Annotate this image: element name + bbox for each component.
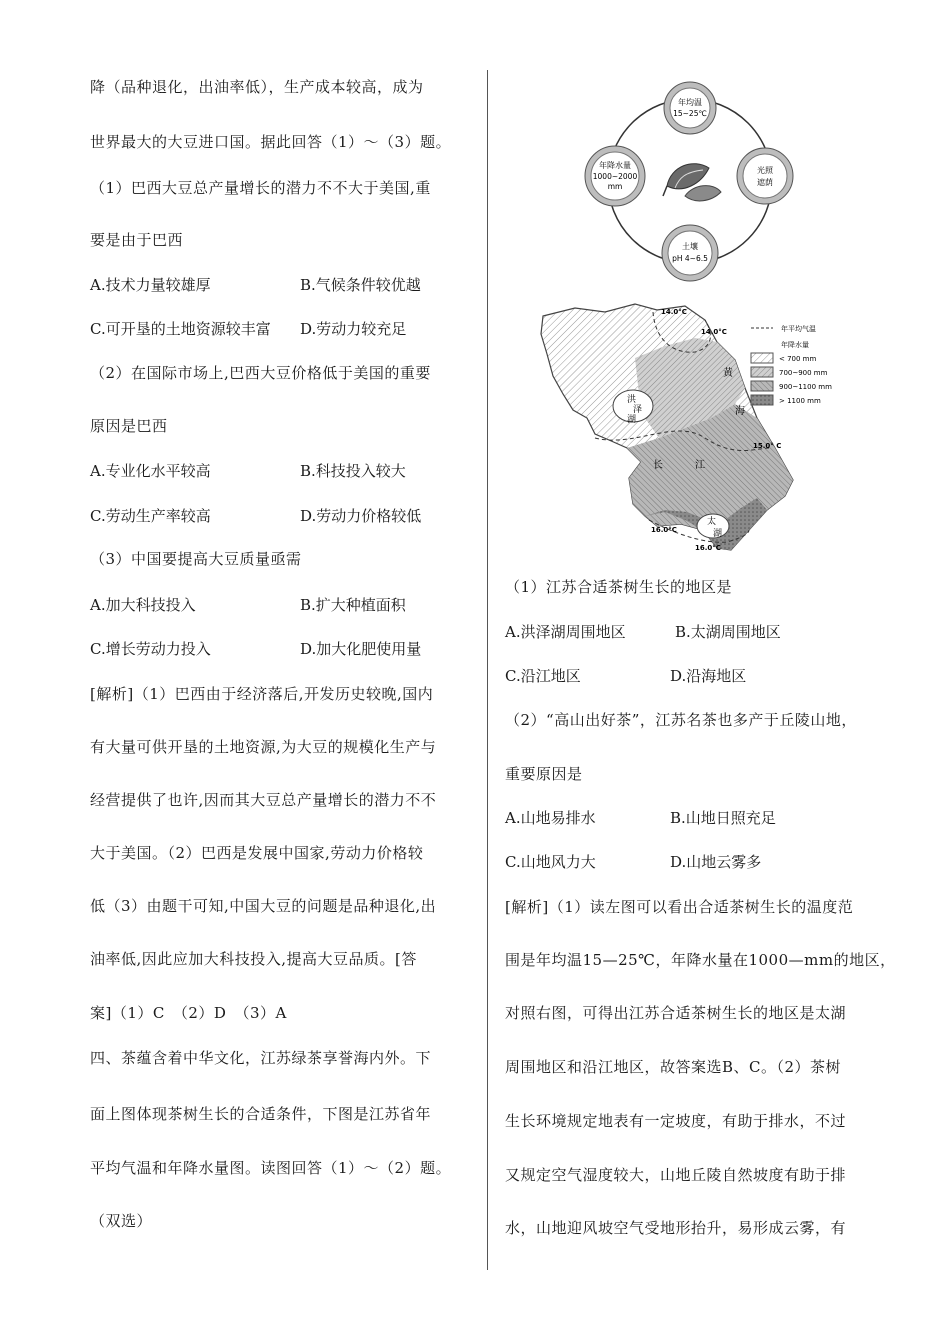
analysis-line-2: 有大量可供开垦的土地资源,为大豆的规模化生产与 <box>90 738 437 756</box>
tea-conditions-diagram <box>575 78 815 290</box>
q1-stem-line-2: 要是由于巴西 <box>90 231 184 249</box>
taihu-char-2: 湖 <box>713 529 723 539</box>
legend-item-1: < 700 mm <box>779 355 817 363</box>
temperature-value: 15~25℃ <box>673 109 707 118</box>
intro-line-1: 降（品种退化，出油率低），生产成本较高，成为 <box>90 78 424 96</box>
r-q2-stem-line-2: 重要原因是 <box>505 765 583 783</box>
q3-option-b: B.扩大种植面积 <box>300 596 406 614</box>
temp-label-16-west: 16.0°C <box>651 526 677 534</box>
r-q1-option-c: C.沿江地区 <box>505 667 581 685</box>
precipitation-label: 年降水量 <box>599 161 631 170</box>
analysis-line-3: 经营提供了也许,因而其大豆总产量增长的潜力不不 <box>90 791 437 809</box>
hongze-char-3: 湖 <box>627 415 637 425</box>
r-q2-option-d: D.山地云雾多 <box>670 853 762 871</box>
legend-item-2: 700~900 mm <box>779 369 828 377</box>
yangtze-char-1: 长 <box>653 460 663 471</box>
light-node <box>737 148 793 204</box>
yellow-sea-char-2: 海 <box>735 406 745 417</box>
q3-option-c: C.增长劳动力投入 <box>90 640 211 658</box>
q1-option-a: A.技术力量较雄厚 <box>90 276 211 294</box>
temp-label-16-south: 16.0°C <box>695 544 721 552</box>
precipitation-node <box>585 146 645 206</box>
soil-node <box>662 225 718 281</box>
temp-label-14-east: 14.0°C <box>701 328 727 336</box>
section4-line-2: 面上图体现茶树生长的合适条件，下图是江苏省年 <box>90 1105 432 1123</box>
yangtze-char-2: 江 <box>695 460 705 471</box>
map-legend <box>751 324 832 405</box>
intro-line-2: 世界最大的大豆进口国。据此回答（1）～（3）题。 <box>90 133 452 151</box>
soil-ph-value: pH 4~6.5 <box>672 254 708 263</box>
r-analysis-line-7: 水，山地迎风坡空气受地形抬升，易形成云雾，有 <box>505 1219 847 1237</box>
yellow-sea-char-1: 黄 <box>723 368 733 379</box>
q2-option-b: B.科技投入较大 <box>300 462 406 480</box>
r-analysis-line-6: 又规定空气湿度较大，山地丘陵自然坡度有助于排 <box>505 1166 847 1184</box>
r-q2-stem-line-1: （2）“高山出好茶”，江苏名茶也多产于丘陵山地， <box>505 711 857 729</box>
q2-option-a: A.专业化水平较高 <box>90 462 211 480</box>
r-q2-option-b: B.山地日照充足 <box>670 809 776 827</box>
r-q1-stem: （1）江苏合适茶树生长的地区是 <box>505 578 733 596</box>
jiangsu-climate-map <box>535 298 855 560</box>
temperature-node <box>664 82 716 134</box>
q1-option-c: C.可开垦的土地资源较丰富 <box>90 320 271 338</box>
q2-option-c: C.劳动生产率较高 <box>90 507 211 525</box>
analysis-line-1: [解析]（1）巴西由于经济落后,开发历史较晚,国内 <box>90 685 434 703</box>
section4-line-3: 平均气温和年降水量图。读图回答（1）～（2）题。 <box>90 1159 452 1177</box>
section4-line-4: （双选） <box>90 1212 153 1230</box>
legend-item-4: > 1100 mm <box>779 397 821 405</box>
q1-option-d: D.劳动力较充足 <box>300 320 407 338</box>
r-analysis-line-1: [解析]（1）读左图可以看出合适茶树生长的温度范 <box>505 898 854 916</box>
q1-option-b: B.气候条件较优越 <box>300 276 421 294</box>
analysis-line-4: 大于美国。（2）巴西是发展中国家,劳动力价格较 <box>90 844 424 862</box>
precipitation-unit: mm <box>607 182 623 191</box>
q2-stem-line-1: （2）在国际市场上,巴西大豆价格低于美国的重要 <box>90 364 431 382</box>
r-q2-option-c: C.山地风力大 <box>505 853 596 871</box>
r-analysis-line-3: 对照右图，可得出江苏合适茶树生长的地区是太湖 <box>505 1004 847 1022</box>
r-analysis-line-2: 围是年均温15—25℃，年降水量在1000—mm的地区， <box>505 951 896 969</box>
precipitation-value: 1000~2000 <box>592 172 638 181</box>
legend-isotherm-label: 年平均气温 <box>781 325 816 333</box>
r-q2-option-a: A.山地易排水 <box>505 809 596 827</box>
hongze-char-2: 泽 <box>633 405 643 415</box>
light-label: 光照 <box>757 166 773 175</box>
hongze-char-1: 洪 <box>627 395 637 405</box>
temp-label-14-north: 14.0°C <box>661 308 687 316</box>
temp-label-15: 15.0° C <box>753 442 782 450</box>
r-analysis-line-4: 周围地区和沿江地区，故答案选B、C。（2）茶树 <box>505 1058 842 1076</box>
analysis-line-5: 低（3）由题干可知,中国大豆的问题是品种退化,出 <box>90 897 437 915</box>
q3-stem: （3）中国要提高大豆质量亟需 <box>90 550 302 568</box>
q2-stem-line-2: 原因是巴西 <box>90 417 168 435</box>
r-q1-option-d: D.沿海地区 <box>670 667 747 685</box>
soil-label: 土壤 <box>682 242 698 251</box>
r-q1-option-b: B.太湖周围地区 <box>675 623 781 641</box>
legend-item-3: 900~1100 mm <box>779 383 832 391</box>
r-analysis-line-5: 生长环境规定地表有一定坡度，有助于排水，不过 <box>505 1112 847 1130</box>
answer-line: 案]（1）C （2）D （3）A <box>90 1004 287 1022</box>
q3-option-d: D.加大化肥使用量 <box>300 640 422 658</box>
shade-label: 遮荫 <box>757 178 773 187</box>
section4-line-1: 四、茶蕴含着中华文化，江苏绿茶享誉海内外。下 <box>90 1049 432 1067</box>
analysis-line-6: 油率低,因此应加大科技投入,提高大豆品质。[答 <box>90 950 417 968</box>
taihu-char-1: 太 <box>707 517 717 527</box>
q1-stem-line-1: （1）巴西大豆总产量增长的潜力不不大于美国,重 <box>90 179 431 197</box>
legend-precip-title: 年降水量 <box>781 341 809 349</box>
q2-option-d: D.劳动力价格较低 <box>300 507 422 525</box>
q3-option-a: A.加大科技投入 <box>90 596 196 614</box>
column-divider <box>487 70 488 1270</box>
temperature-label: 年均温 <box>678 98 702 107</box>
r-q1-option-a: A.洪泽湖周围地区 <box>505 623 626 641</box>
tea-leaf-icon <box>663 164 721 201</box>
